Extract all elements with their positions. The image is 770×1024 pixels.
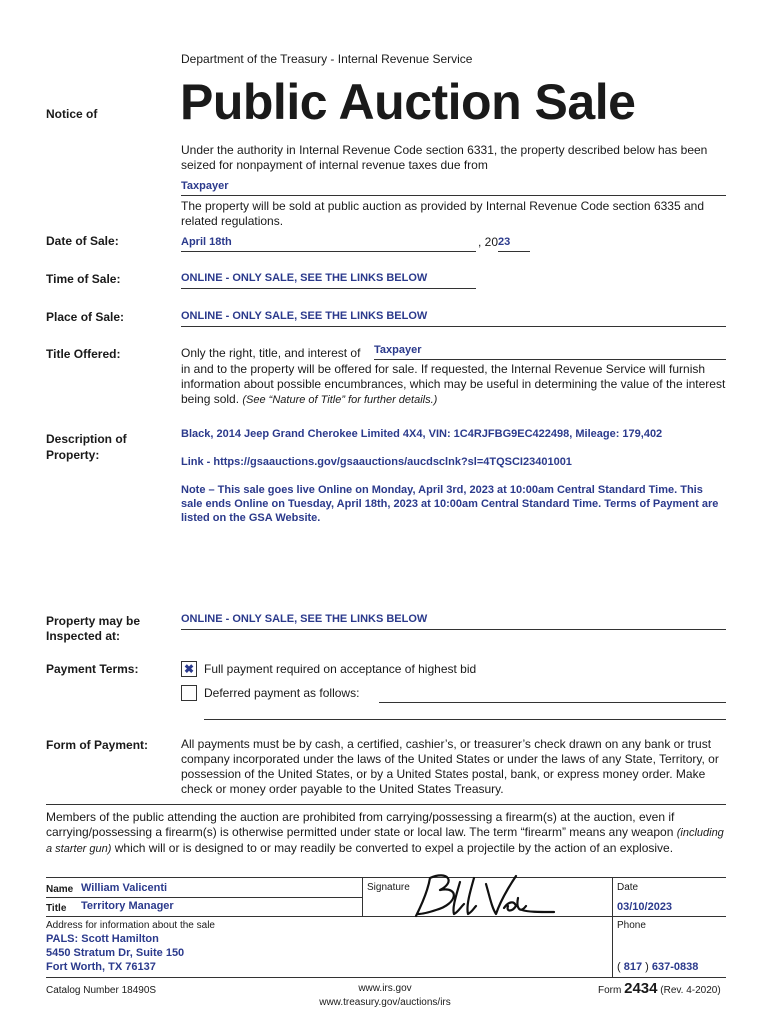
deferred-payment-text: Deferred payment as follows: (204, 686, 360, 700)
inspected-label-1: Property may be (46, 614, 141, 628)
intro-text: Under the authority in Internal Revenue Code section 6331, the property described below has been seized for nonpayment of internal revenue taxes due from (181, 143, 708, 172)
page-title: Public Auction Sale (180, 74, 636, 130)
phone-field[interactable] (617, 960, 698, 974)
taxpayer-value: Taxpayer (181, 180, 229, 192)
notice-of-label: Notice of (46, 107, 98, 121)
taxpayer-field[interactable] (181, 179, 726, 196)
form-of-payment-label: Form of Payment: (46, 738, 149, 752)
time-of-sale-value: ONLINE - ONLY SALE, SEE THE LINKS BELOW (181, 272, 428, 284)
description-label-2: Property: (46, 448, 100, 462)
section-divider (46, 804, 726, 805)
date-value[interactable]: 03/10/2023 (617, 901, 673, 913)
title-offered-note: (See “Nature of Title” for further details.) (242, 394, 438, 406)
auction-link[interactable]: Link - https://gsaauctions.gov/gsaauctions/aucdsclnk?sl=4TQSCI23401001 (181, 456, 572, 468)
firearms-notice (46, 810, 726, 857)
inspected-label-2: Inspected at: (46, 629, 121, 643)
title-offered-body: in and to the property will be offered for sale. If requested, the Internal Revenue Service will furnish information about possible encumbrances, which may be useful in determining the value of the interest being sold. (181, 362, 726, 406)
agency-line: Department of the Treasury - Internal Revenue Service (181, 52, 473, 66)
title-rule (46, 916, 726, 917)
full-payment-checkbox[interactable]: ✖ (181, 661, 197, 677)
time-of-sale-label: Time of Sale: (46, 272, 121, 286)
form-number: 2434 (624, 980, 658, 997)
year-prefix: , 20 (478, 235, 499, 249)
deferred-line-1 (379, 702, 726, 703)
deferred-line-2 (204, 719, 726, 720)
year-field[interactable] (498, 235, 530, 252)
title-offered-label: Title Offered: (46, 347, 121, 361)
inspected-field[interactable] (181, 612, 726, 630)
vehicle-description: Black, 2014 Jeep Grand Cherokee Limited 4X4, VIN: 1C4RJFBG9EC422498, Mileage: 179,402 (181, 428, 663, 440)
title-offered-value: Taxpayer (374, 344, 422, 356)
inspected-value: ONLINE - ONLY SALE, SEE THE LINKS BELOW (181, 613, 428, 625)
name-label: Name (46, 884, 74, 895)
firearms-text-2: which will or is designed to or may readily be converted to expel a projectile by the action of an explosive. (114, 841, 674, 855)
phone-open: ( (617, 961, 621, 973)
time-of-sale-field[interactable] (181, 271, 476, 289)
form-revision: (Rev. 4-2020) (660, 985, 721, 996)
url-treasury[interactable]: www.treasury.gov/auctions/irs (319, 997, 451, 1008)
address-line-1[interactable]: PALS: Scott Hamilton (46, 933, 159, 945)
phone-close: ) (645, 961, 649, 973)
place-of-sale-value: ONLINE - ONLY SALE, SEE THE LINKS BELOW (181, 310, 428, 322)
signature-label: Signature (367, 882, 410, 893)
title-label: Title (46, 903, 67, 914)
year-value: 23 (498, 236, 511, 248)
title-value[interactable]: Territory Manager (81, 900, 174, 912)
deferred-payment-checkbox[interactable] (181, 685, 197, 701)
sig-divider-2 (612, 877, 613, 977)
sig-divider-1 (362, 877, 363, 917)
form-id (598, 980, 721, 1000)
date-of-sale-value: April 18th (181, 236, 232, 248)
address-label: Address for information about the sale (46, 920, 215, 931)
place-of-sale-field[interactable] (181, 309, 726, 327)
title-offered-text (181, 362, 726, 408)
date-of-sale-field[interactable] (181, 235, 476, 252)
date-of-sale-label: Date of Sale: (46, 234, 119, 248)
firearms-italic: (including a starter gun) (46, 827, 724, 855)
phone-label: Phone (617, 920, 646, 931)
form-label: Form (598, 985, 622, 996)
url-irs[interactable]: www.irs.gov (358, 983, 412, 994)
date-label: Date (617, 882, 639, 893)
name-value[interactable]: William Valicenti (81, 882, 168, 894)
address-line-2[interactable]: 5450 Stratum Dr, Suite 150 (46, 947, 185, 959)
phone-number: 637-0838 (651, 961, 699, 973)
description-label-1: Description of (46, 432, 127, 446)
address-line-3[interactable]: Fort Worth, TX 76137 (46, 961, 156, 973)
form-of-payment-text: All payments must be by cash, a certified, cashier’s, or treasurer’s check drawn on any bank or trust company incorporated under the laws of the United States or under the laws of any State, Territory, or possession of the United States, or by a United States postal, bank, or express money order. Make check or money order payable to the United States Treasury. (181, 737, 719, 796)
sold-text: The property will be sold at public auction as provided by Internal Revenue Code section 6335 and related regulations. (181, 199, 704, 228)
sale-note: Note – This sale goes live Online on Monday, April 3rd, 2023 at 10:00am Central Standard Time. This sale ends Online on Tuesday, April 18th, 2023 at 10:00am Central Standard Time. Terms of Payment are listed on the GSA Website. (181, 484, 719, 524)
title-offered-field[interactable] (374, 343, 726, 360)
payment-terms-label: Payment Terms: (46, 662, 139, 676)
handwritten-signature[interactable] (408, 868, 558, 924)
place-of-sale-label: Place of Sale: (46, 310, 125, 324)
title-offered-prefix: Only the right, title, and interest of (181, 346, 361, 360)
firearms-text-1: Members of the public attending the auction are prohibited from carrying/possessing a firearm(s) at the auction, even if carrying/possessing a firearm(s) is otherwise permitted under state or local law. The term “firearm” means any weapon (46, 810, 675, 839)
catalog-number: Catalog Number 18490S (46, 985, 157, 996)
sig-bottom-rule (46, 977, 726, 978)
full-payment-text: Full payment required on acceptance of highest bid (204, 662, 477, 676)
sig-top-rule (46, 877, 726, 878)
phone-area: 817 (623, 961, 643, 973)
name-rule (46, 897, 362, 898)
